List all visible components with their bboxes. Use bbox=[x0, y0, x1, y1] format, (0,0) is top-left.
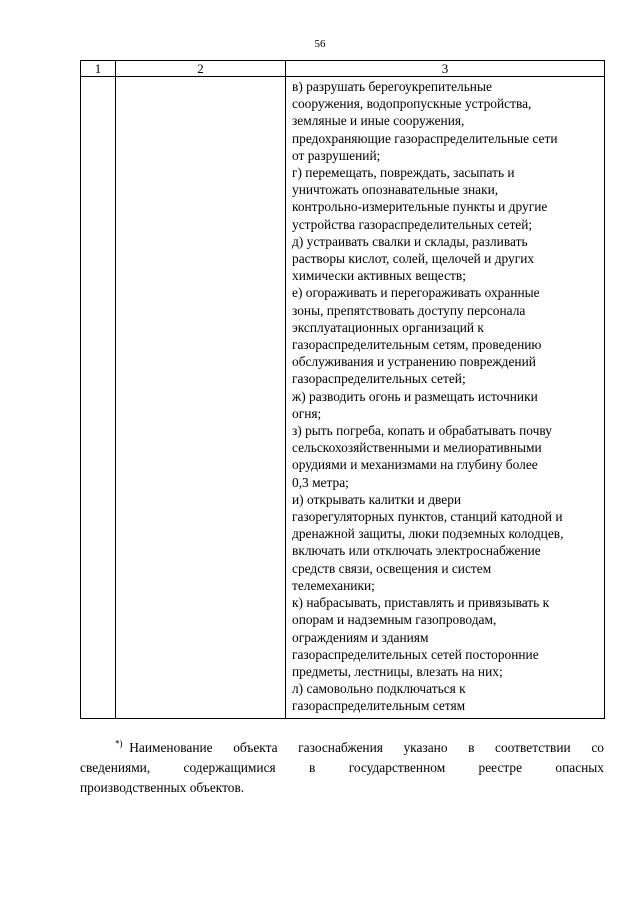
footnote-line-1 bbox=[80, 738, 604, 758]
footnote-word: содержащимися bbox=[183, 760, 276, 775]
footnote-word: указано bbox=[403, 740, 448, 755]
cell-text-line: дренажной защиты, люки подземных колодцев, bbox=[292, 526, 564, 542]
cell-text-line: газораспределительных сетей посторонние bbox=[292, 646, 539, 662]
footnote-line-3: производственных объектов. bbox=[80, 780, 245, 795]
cell-text-line: химически активных веществ; bbox=[292, 268, 466, 284]
table-cell-col1 bbox=[81, 77, 116, 719]
column-header-1: 1 bbox=[81, 61, 116, 77]
cell-text-line: сельскохозяйственными и мелиоративными bbox=[292, 440, 542, 456]
table-row bbox=[81, 77, 605, 719]
column-header-2: 2 bbox=[116, 61, 286, 77]
footnote-word: соответствии bbox=[495, 740, 571, 755]
cell-text-line: обслуживания и устранению повреждений bbox=[292, 354, 536, 370]
cell-text-line: предохраняющие газораспределительные сети bbox=[292, 130, 558, 146]
cell-text-line: 0,3 метра; bbox=[292, 474, 349, 490]
cell-text-line: опорам и надземным газопроводам, bbox=[292, 612, 497, 628]
cell-text-line: телемеханики; bbox=[292, 577, 375, 593]
cell-text-line: к) набрасывать, приставлять и привязывать к bbox=[292, 595, 550, 611]
cell-text-line: сооружения, водопропускные устройства, bbox=[292, 96, 532, 112]
cell-text-line: включать или отключать электроснабжение bbox=[292, 543, 541, 559]
cell-text-line: газораспределительным сетям, проведению bbox=[292, 337, 542, 353]
footnote-marker: *) bbox=[115, 738, 123, 749]
cell-text-line: растворы кислот, солей, щелочей и других bbox=[292, 251, 535, 267]
footnote-line-2 bbox=[80, 758, 604, 778]
cell-text-line: эксплуатационных организаций к bbox=[292, 319, 484, 335]
cell-text-line: д) устраивать свалки и склады, разливать bbox=[292, 233, 528, 249]
table-header-row bbox=[81, 61, 605, 77]
cell-text-line: ограждениям и зданиям bbox=[292, 629, 429, 645]
column-header-3: 3 bbox=[286, 61, 605, 77]
cell-text-line: средств связи, освещения и систем bbox=[292, 560, 492, 576]
cell-text-line: орудиями и механизмами на глубину более bbox=[292, 457, 538, 473]
cell-text-line: л) самовольно подключаться к bbox=[292, 681, 466, 697]
cell-text-line: газораспределительным сетям bbox=[292, 698, 466, 714]
cell-text-line: г) перемещать, повреждать, засыпать и bbox=[292, 165, 515, 181]
document-table bbox=[80, 60, 605, 719]
table-cell-col3 bbox=[286, 77, 605, 719]
footnote-word: газоснабжения bbox=[298, 740, 383, 755]
page-number: 56 bbox=[314, 38, 326, 50]
cell-text-line: газораспределительных сетей; bbox=[292, 371, 466, 387]
footnote-word: объекта bbox=[233, 740, 278, 755]
cell-text-line: газорегуляторных пунктов, станций катодной и bbox=[292, 509, 563, 525]
footnote-word: в bbox=[309, 760, 316, 775]
cell-text-line: земляные и иные сооружения, bbox=[292, 113, 465, 129]
cell-text-line: з) рыть погреба, копать и обрабатывать почву bbox=[292, 423, 552, 439]
cell-text-line: е) огораживать и перегораживать охранные bbox=[292, 285, 540, 301]
footnote-lead bbox=[115, 738, 213, 758]
footnote-word: Наименование bbox=[129, 740, 213, 755]
footnote-word: в bbox=[468, 740, 475, 755]
footnote-word: опасных bbox=[555, 760, 604, 775]
cell-text-line: огня; bbox=[292, 405, 322, 421]
cell-text-line: предметы, лестницы, влезать на них; bbox=[292, 663, 503, 679]
table-cell-col2 bbox=[116, 77, 286, 719]
cell-text-line: ж) разводить огонь и размещать источники bbox=[292, 388, 538, 404]
footnote-word: государственном bbox=[348, 760, 446, 775]
footnote-word: реестре bbox=[478, 760, 523, 775]
footnote bbox=[80, 738, 604, 798]
cell-text-line: зоны, препятствовать доступу персонала bbox=[292, 302, 526, 318]
footnote-word: сведениями, bbox=[80, 760, 151, 775]
cell-text-line: контрольно-измерительные пункты и другие bbox=[292, 199, 548, 215]
cell-text-line: устройства газораспределительных сетей; bbox=[292, 216, 533, 232]
cell-text-line: уничтожать опознавательные знаки, bbox=[292, 182, 499, 198]
cell-text-line: в) разрушать берегоукрепительные bbox=[292, 79, 492, 94]
cell-text-line: и) открывать калитки и двери bbox=[292, 491, 462, 507]
cell-text-line: от разрушений; bbox=[292, 147, 381, 163]
footnote-word: со bbox=[591, 740, 604, 755]
